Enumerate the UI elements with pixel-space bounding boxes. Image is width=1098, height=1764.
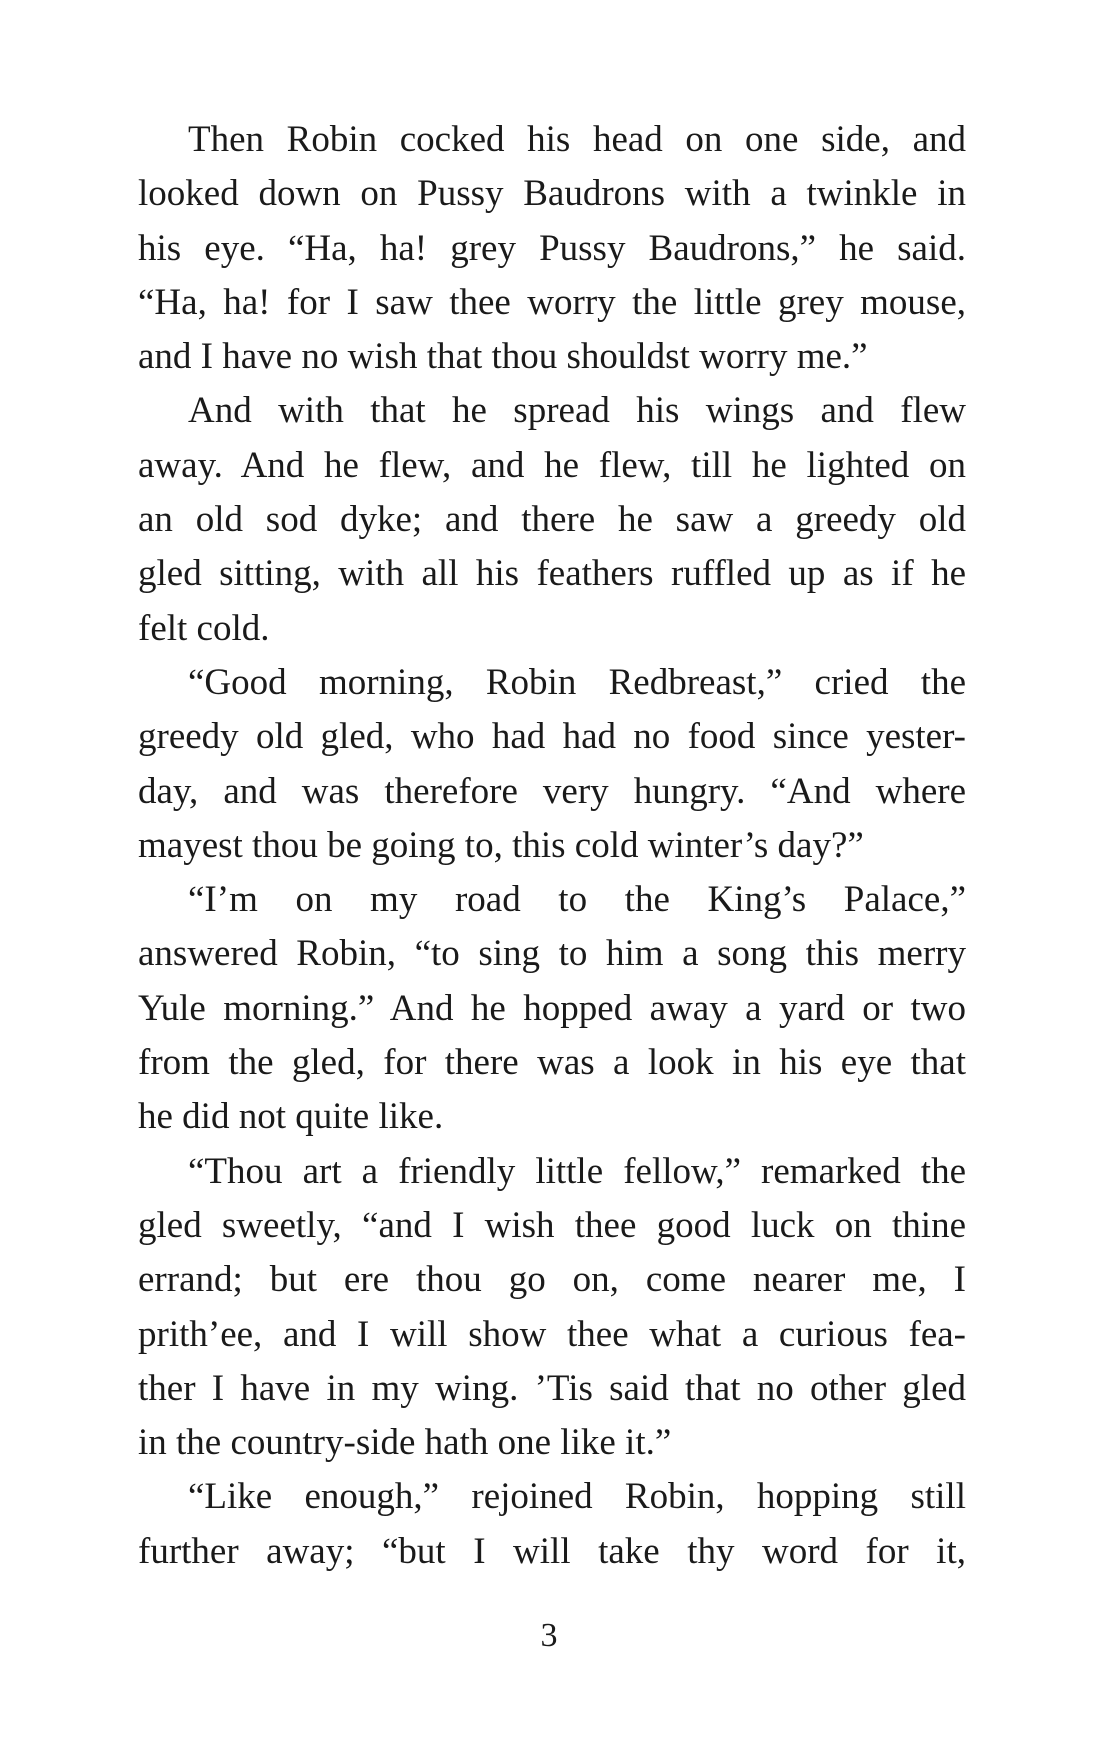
text-line: “Good morning, Robin Redbreast,” cried the (188, 661, 966, 703)
page-number: 3 (540, 1617, 558, 1654)
text-line: and I have no wish that thou shouldst worry me.” (138, 336, 868, 378)
text-line: in the country-side hath one like it.” (138, 1422, 672, 1464)
text-line: Then Robin cocked his head on one side, and (188, 119, 966, 160)
text-line: “Ha, ha! for I saw thee worry the little grey mouse, (138, 281, 966, 323)
text-line: day, and was therefore very hungry. “And where (138, 770, 966, 812)
text-line: further away; “but I will take thy word for it, (138, 1530, 966, 1572)
text-line: prith’ee, and I will show thee what a curious fea- (138, 1313, 966, 1355)
text-line: gled sitting, with all his feathers ruffled up as if he (138, 553, 966, 595)
text-line: greedy old gled, who had had no food since yester- (138, 716, 966, 758)
text-line: an old sod dyke; and there he saw a greedy old (138, 499, 966, 541)
text-line: Yule morning.” And he hopped away a yard or two (138, 987, 966, 1029)
text-line: from the gled, for there was a look in his eye that (138, 1042, 966, 1084)
text-line: errand; but ere thou go on, come nearer me, I (138, 1259, 966, 1301)
text-line: answered Robin, “to sing to him a song this merry (138, 933, 966, 975)
text-line: mayest thou be going to, this cold winter’s day?” (138, 824, 864, 866)
text-line: gled sweetly, “and I wish thee good luck on thine (138, 1204, 966, 1246)
text-line: he did not quite like. (138, 1096, 444, 1138)
text-line: felt cold. (138, 607, 270, 649)
text-line: ther I have in my wing. ’Tis said that no other gled (138, 1367, 966, 1409)
text-line: “Like enough,” rejoined Robin, hopping still (188, 1476, 966, 1518)
text-line: away. And he flew, and he flew, till he lighted on (138, 444, 966, 486)
text-line: looked down on Pussy Baudrons with a twinkle in (138, 173, 966, 215)
text-line: his eye. “Ha, ha! grey Pussy Baudrons,” he said. (138, 227, 966, 269)
text-line: “Thou art a friendly little fellow,” remarked the (188, 1150, 966, 1192)
body-text (138, 113, 966, 1579)
text-line: And with that he spread his wings and flew (188, 390, 966, 432)
text-line: “I’m on my road to the King’s Palace,” (188, 879, 966, 921)
